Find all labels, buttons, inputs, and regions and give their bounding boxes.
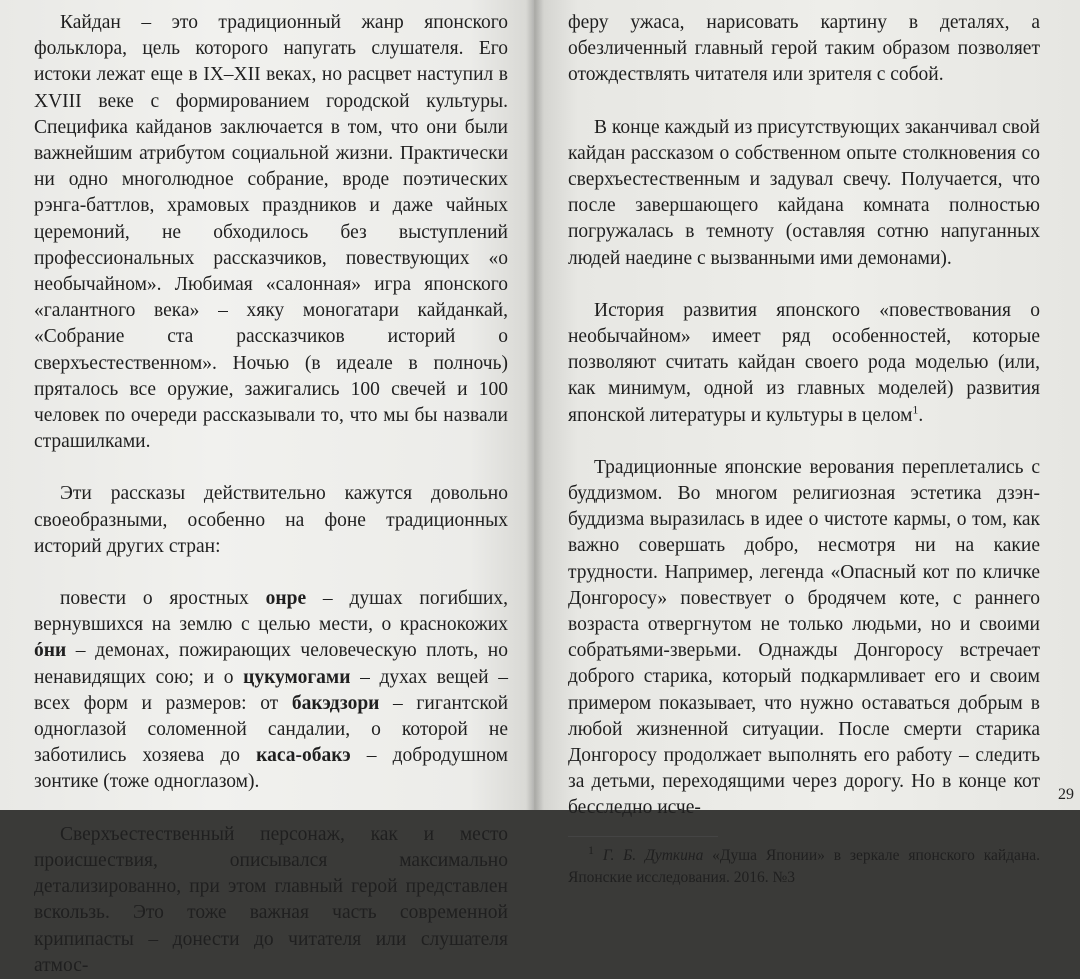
footnote-text: «Душа Японии» в зеркале японского кайдана. Японские исследования. 2016. №3 [568, 846, 1040, 886]
page-number: 29 [1058, 785, 1074, 803]
paragraph-continuation: феру ужаса, нарисовать картину в деталях, а обезличенный главный герой таким образом позволяет отождествлять читателя или зрителя с собой. [568, 12, 1040, 86]
footnote-author: Г. Б. Дуткина [602, 846, 704, 864]
term-tsukumogami: цукумогами [243, 666, 351, 688]
paragraph-supernatural-character: Сверхъестественный персонаж, как и место происшествия, описывался максимально детализированно, при этом главный герой представлен вскользь. Это тоже важная часть современной крипипасты – донести до читателя или слушателя атмос- [34, 823, 508, 976]
term-oni: óни [34, 640, 67, 662]
footnote-divider [568, 836, 718, 837]
paragraph-creatures: повести о яростных онре – душах погибших, вернувшихся на землю с целью мести, о краснокожих óни – демонах, пожирающих человеческую плоть, но ненавидящих сою; и о цукумогами – духах вещей – всех форм и размеров: от бакэдзори – гигантской одноглазой соломенной сандалии, о которой не заботились хозяева до каса-обакэ – добродушном зонтике (тоже одноглазом). [34, 588, 509, 793]
book-gutter [526, 0, 544, 810]
footnote-reference[interactable]: 1 [912, 402, 919, 417]
right-page [534, 0, 1080, 886]
term-onre: онре [265, 588, 307, 610]
paragraph-buddhism: Традиционные японские верования переплетались с буддизмом. Во многом религиозная эстетика дзэн-буддизма выразилась в идее о чистоте кармы, о том, как важно совершать добро, несмотря ни на какие трудности. Например, легенда «Опасный кот по кличке Донгоросу» повествует о бродячем коте, с раннего возраста отвергнутом не только людьми, но и своими собратьями-зверьми. Однажды Донгоросу встречает доброго старика, который подкармливает его и своим примером показывает, что нужно оставаться добрым в любой жизненной ситуации. После смерти старика Донгоросу продолжает выполнять его работу – следить за детьми, переходящими через дорогу. Но в конце кот бесследно исче- [568, 456, 1040, 819]
paragraph-history: История развития японского «повествования о необычайном» имеет ряд особенностей, которые позволяют считать кайдан своего рода моделью (или, как минимум, одной из главных моделей) развития японской литературы и культуры в целом$^1$. [568, 299, 1040, 426]
footnote: $^1$ Г. Б. Дуткина «Душа Японии» в зеркале японского кайдана. Японские исследования. 2016. №3 [568, 842, 1040, 886]
term-bakedzori: бакэдзори [291, 692, 380, 714]
paragraph-stories-intro: Эти рассказы действительно кажутся довольно своеобразными, особенно на фоне традиционных историй других стран: [34, 483, 508, 557]
paragraph-candles: В конце каждый из присутствующих заканчивал свой кайдан рассказом о собственном опыте столкновения со сверхъестественным и задувал свечу. Получается, что после завершающего кайдана комната полностью погружалась в темноту (оставляя сотню напуганных людей наедине с вызванными ими демонами). [568, 116, 1040, 269]
term-kasa-obake: каса-обакэ [256, 745, 351, 767]
left-page [0, 0, 534, 976]
paragraph-kaidan-intro: Кайдан – это традиционный жанр японского фольклора, цель которого напугать слушателя. Его истоки лежат еще в IX–XII веках, но расцвет наступил в XVIII веке с формированием городской культуры. Специфика кайданов заключается в том, что они были важнейшим атрибутом социальной жизни. Практически ни одно многолюдное собрание, вроде поэтических рэнга-баттлов, храмовых праздников и даже чайных церемоний, не обходилось без выступлений профессиональных рассказчиков, повествующих «о необычайном». Любимая «салонная» игра японского «галантного века» – хяку моногатари кайданкай, «Собрание ста рассказчиков историй о сверхъестественном». Ночью (в идеале в полночь) пряталось все оружие, зажигались 100 свечей и 100 человек по очереди рассказывали то, что мы бы назвали страшилками. [34, 12, 508, 453]
